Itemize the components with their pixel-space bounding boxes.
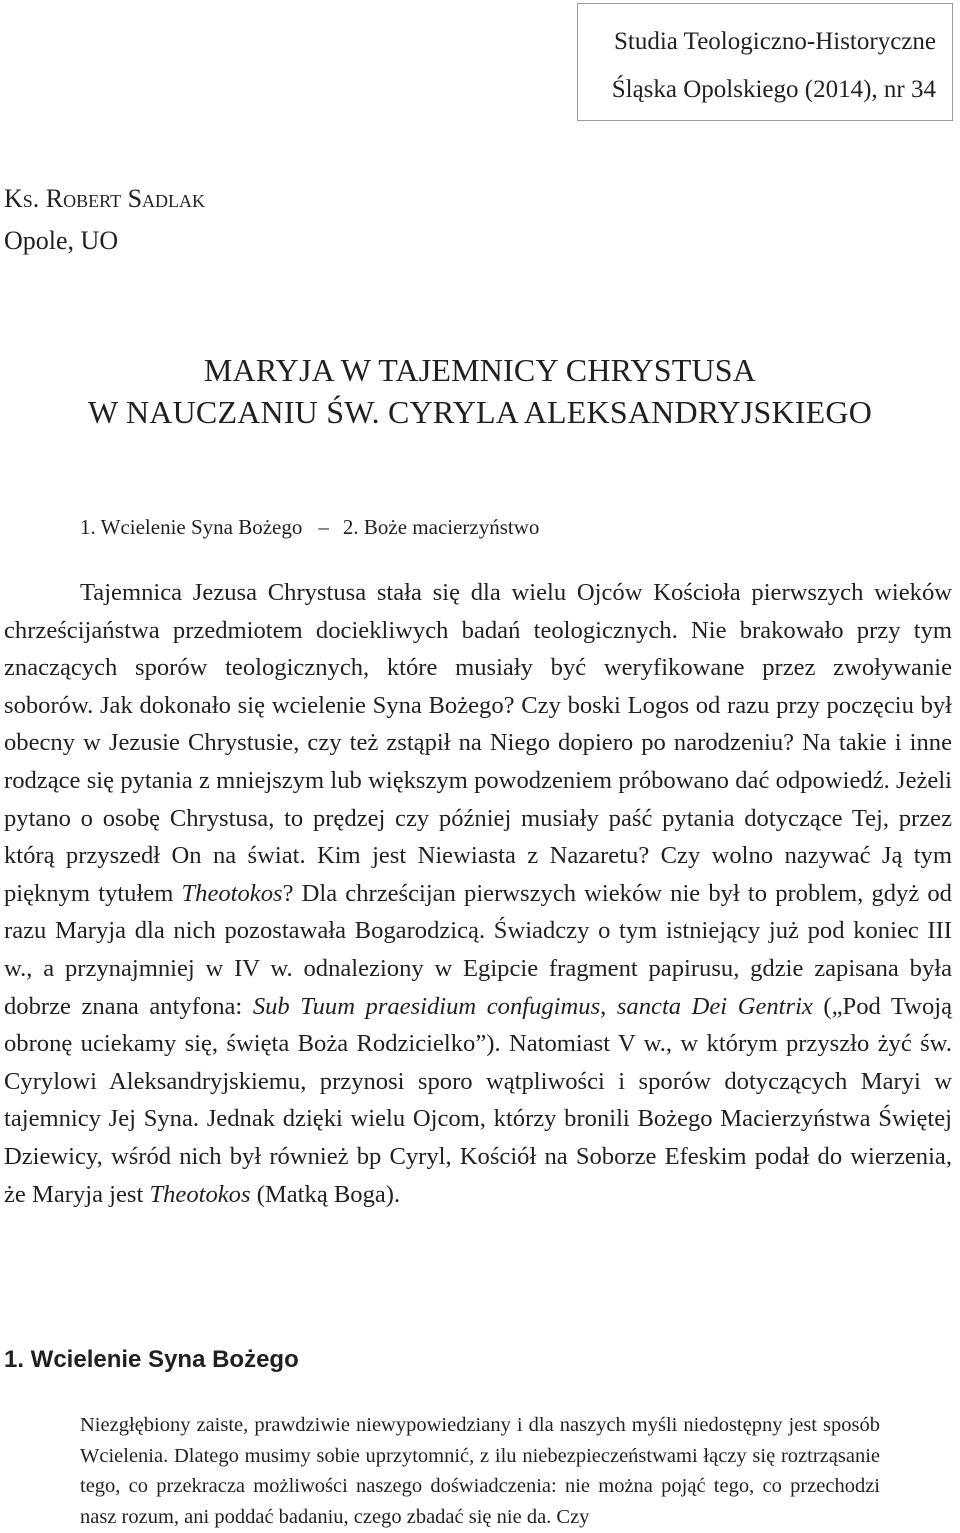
intro-paragraph: Tajemnica Jezusa Chrystusa stała się dla wielu Ojców Kościoła pierwszych wieków chrześcijaństwa przedmiotem dociekliwych badań teologicznych. Nie brakowało przy tym znaczących sporów teologicznych, które musiały być weryfikowane przez zwoływanie soborów. Jak dokonało się wcielenie Syna Bożego? Czy boski Logos od razu przy poczęciu był obecny w Jezusie Chrystusie, czy też zstąpił na Niego dopiero po narodzeniu? Na takie i inne rodzące się pytania z mniejszym lub większym powodzeniem próbowano dać odpowiedź. Jeżeli pytano o osobę Chrystusa, to prędzej czy później musiały paść pytania dotyczące Tej, przez którą przyszedł On na świat. Kim jest Niewiasta z Nazaretu? Czy wolno nazywać Ją tym pięknym tytułem Theotokos? Dla chrześcijan pierwszych wieków nie był to problem, gdyż od razu Maryja dla nich pozostawała Bogarodzicą. Świadczy o tym istniejący już pod koniec III w., a przynajmniej w IV w. odnaleziony w Egipcie fragment papirusu, gdzie zapisana była dobrze znana antyfona: Sub Tuum praesidium confugimus, sancta Dei Gentrix („Pod Twoją obronę uciekamy się, święta Boża Rodzicielko”). Natomiast V w., w którym przyszło żyć św. Cyrylowi Aleksandryjskiemu, przynosi sporo wątpliwości i sporów dotyczących Maryi w tajemnicy Jej Syna. Jednak dzięki wielu Ojcom, którzy bronili Bożego Macierzyństwa Świętej Dziewicy, wśród nich był również bp Cyryl, Kościół na Soborze Efeskim podał do wierzenia, że Maryja jest Theotokos (Matką Boga). [4,579,953,1208]
toc-item-2: 2. Boże macierzyństwo [342,515,540,539]
section-heading: 1. Wcielenie Syna Bożego [4,1346,299,1373]
theotokos-term: Theotokos [181,879,283,907]
article-title [0,349,960,433]
block-quote: Niezgłębiony zaiste, prawdziwie niewypowiedziany i dla naszych myśli niedostępny jest sposób Wcielenia. Dlatego musimy sobie uprzytomnić, z ilu niebezpieczeństwami łączy się roztrząsanie tego, co przekracza możliwości naszego doświadczenia: nie można pojąć tego, co przechodzi nasz rozum, ani poddać badaniu, czego zbadać się nie da. Czy [80,1414,880,1528]
title-line-2: W NAUCZANIU ŚW. CYRYLA ALEKSANDRYJSKIEGO [87,394,873,430]
theotokos-term: Theotokos [149,1180,251,1208]
author-name: Ks. Robert Sadlak [4,184,206,213]
table-of-contents [80,513,539,541]
author-affiliation: Opole, UO [4,226,119,255]
journal-citation-box [577,3,953,121]
toc-item-1: 1. Wcielenie Syna Bożego [80,515,303,539]
antiphon-latin: Sub Tuum praesidium confugimus, sancta Dei Gentrix [252,992,813,1020]
title-line-1: MARYJA W TAJEMNICY CHRYSTUSA [203,352,757,388]
author-block [4,178,205,262]
toc-separator: – [318,515,329,539]
journal-name: Studia Teologiczno-Historyczne [613,28,936,55]
journal-issue: Śląska Opolskiego (2014), nr 34 [611,76,936,103]
